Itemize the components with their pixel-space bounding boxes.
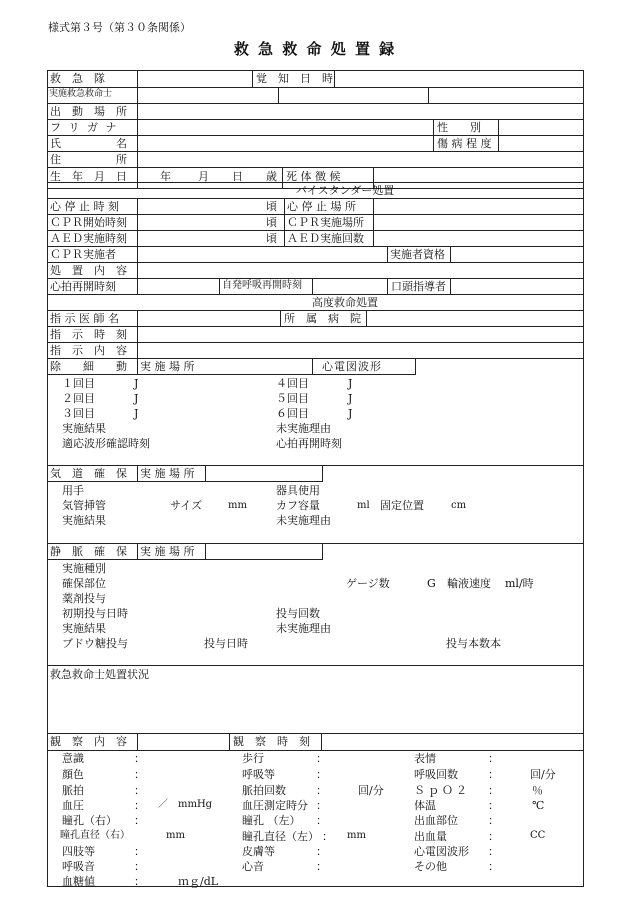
defib-round-2-unit: J (134, 392, 139, 405)
label-shobyo-teido: 傷 病 程 度 (437, 137, 492, 150)
obs-shukketsu-ryo-sep: ： (488, 830, 499, 843)
obs-taion-sep: ： (488, 799, 499, 812)
label-kyukyu-tai: 救 急 隊 (50, 72, 105, 85)
label-yogu: 用手 (62, 484, 84, 497)
obs-ketsuatsu: 血圧 (62, 799, 84, 812)
label-cpr-basho: ＣＰＲ実施場所 (287, 216, 364, 229)
obs-taion-unit: ℃ (532, 799, 545, 812)
label-cpr-kaishi: ＣＰＲ開始時刻 (50, 216, 127, 229)
obs-dokou-chokkei-hidari-sep: ： (322, 830, 333, 843)
unit-ml: ml (357, 500, 370, 511)
koro-3: 頃 (266, 232, 277, 245)
label-cpr-jisshisha: ＣＰＲ実施者 (50, 248, 116, 261)
label-kigu-shiyo: 器具使用 (276, 484, 320, 497)
obs-shukketsu-bui: 出血部位 (414, 814, 458, 827)
obs-spo2-unit: ％ (532, 784, 543, 797)
obs-shukketsu-ryo-unit: CC (530, 830, 546, 841)
page-title: 救 急 救 命 処 置 録 (233, 40, 397, 58)
obs-ishiki: 意識 (62, 752, 84, 765)
label-toyo-nichiji: 投与日時 (204, 637, 248, 650)
obs-kokyu-kaisu-unit: 回/分 (530, 768, 556, 781)
label-shochi-naiyo: 処 置 内 容 (50, 264, 127, 277)
obs-hokou-sep: ： (316, 752, 327, 765)
label-defib-shinpaku: 心拍再開時刻 (276, 437, 342, 450)
label-furigana: フ リ ガ ナ (50, 121, 119, 134)
label-toyo-honsu: 投与本数本 (446, 637, 501, 650)
label-shozoku-byoin: 所 属 病 院 (284, 312, 361, 325)
obs-sonota: その他 (414, 860, 447, 873)
label-budoto: ブドウ糖投与 (62, 637, 128, 650)
label-kakuchi-nichiji: 覚 知 日 時 (256, 72, 333, 85)
obs-kokyu: 呼吸等 (242, 768, 275, 781)
defib-round-1: １回目 (62, 377, 95, 390)
label-yakuzai-toyo: 薬剤投与 (62, 592, 106, 605)
obs-kokyu-kaisu-sep: ： (488, 768, 499, 781)
obs-hifu-sep: ： (316, 845, 327, 858)
obs-myakuhaku-kaisu-unit: 回/分 (358, 784, 384, 797)
birth-month-unit: 月 (198, 170, 209, 183)
label-defib-kekka: 実施結果 (62, 422, 106, 435)
label-koto-shidosha: 口頭指導者 (391, 280, 446, 293)
unit-ml-ji: ml/時 (505, 577, 534, 590)
koro-1: 頃 (266, 200, 277, 213)
label-defib: 除 細 動 (50, 360, 127, 373)
obs-shukketsu-bui-sep: ： (488, 814, 499, 827)
label-iv: 静 脈 確 保 (50, 545, 127, 558)
label-jihatsu-kokyu: 自発呼吸再開時刻 (222, 280, 302, 291)
defib-round-5-unit: J (348, 392, 353, 405)
obs-spo2: ＳｐＯ２ (414, 784, 470, 797)
label-shitai-chokou: 死 体 徴 候 (286, 170, 341, 183)
defib-round-4: ４回目 (276, 377, 309, 390)
label-aed-jikoku: ＡＥＤ実施時刻 (50, 232, 127, 245)
label-obs-naiyo: 観 察 内 容 (50, 735, 127, 748)
obs-ketsuatsu-unit: ／ mmHg (158, 799, 213, 810)
obs-dokou-chokkei-migi-unit: mm (166, 830, 185, 841)
obs-spo2-sep: ： (488, 784, 499, 797)
label-airway: 気 道 確 保 (50, 467, 127, 480)
label-seibetsu: 性 別 (437, 121, 481, 134)
obs-hyojo: 表情 (414, 752, 436, 765)
advanced-header: 高度救命処置 (312, 296, 378, 309)
obs-shinon-sep: ： (316, 860, 327, 873)
obs-shindenzu: 心電図波形 (414, 845, 469, 858)
label-toyo-kaisu: 投与回数 (276, 607, 320, 620)
obs-kettochi-sep: ： (134, 875, 145, 888)
label-defib-mijisshi: 未実施理由 (276, 422, 331, 435)
obs-myakuhaku: 脈拍 (62, 784, 84, 797)
obs-kettochi-unit: ｍｇ/dL (178, 875, 219, 888)
obs-kokyuon-sep: ： (134, 860, 145, 873)
label-kotei-ichi: 固定位置 (380, 499, 424, 512)
label-iv-mijisshi: 未実施理由 (276, 622, 331, 635)
label-cuff: カフ容量 (276, 499, 320, 512)
obs-dokou-migi-sep: ： (134, 814, 145, 827)
obs-shukketsu-ryo: 出血量 (414, 830, 447, 843)
obs-kokyu-kaisu: 呼吸回数 (414, 768, 458, 781)
defib-round-2: ２回目 (62, 392, 95, 405)
label-shimei: 氏 名 (50, 137, 127, 150)
label-iv-kekka: 実施結果 (62, 622, 106, 635)
obs-hyojo-sep: ： (488, 752, 499, 765)
defib-round-4-unit: J (348, 377, 353, 390)
label-seinengappi: 生 年 月 日 (50, 170, 127, 183)
label-jisshi-shubetsu: 実施種別 (62, 562, 106, 575)
defib-round-5: ５回目 (276, 392, 309, 405)
label-treatment-status: 救急救命士処置状況 (50, 668, 149, 681)
obs-ketsuatsu-sep: ： (134, 799, 145, 812)
label-shinteishi-jikoku: 心 停 止 時 刻 (50, 200, 119, 213)
obs-kokyuon: 呼吸音 (62, 860, 95, 873)
defib-round-3: ３回目 (62, 407, 95, 420)
unit-cm: cm (451, 500, 467, 511)
obs-myakuhaku-kaisu: 脈拍回数 (242, 784, 286, 797)
obs-kokyu-sep: ： (316, 768, 327, 781)
label-airway-mijisshi: 未実施理由 (276, 514, 331, 527)
obs-ishiki-sep: ： (134, 752, 145, 765)
birth-day-unit: 日 (232, 170, 243, 183)
form-number: 様式第３号（第３０条関係） (48, 21, 191, 34)
unit-gauge: G (427, 577, 436, 590)
label-defib-basho: 実 施 場 所 (140, 360, 195, 373)
obs-dokou-chokkei-hidari-unit: mm (347, 830, 366, 841)
label-shinpaku-saikai: 心拍再開時刻 (50, 280, 116, 293)
obs-shishi: 四肢等 (62, 845, 95, 858)
label-yueki-sokudo: 輸液速度 (447, 577, 491, 590)
obs-dokou-chokkei-migi: 瞳孔直径（右） (60, 830, 130, 841)
label-obs-jikoku: 観 察 時 刻 (233, 735, 310, 748)
label-tekio-hakei: 適応波形確認時刻 (62, 437, 150, 450)
label-jisshisha-shikaku: 実施者資格 (390, 248, 445, 261)
defib-round-3-unit: J (134, 407, 139, 420)
obs-sonota-sep: ： (488, 860, 499, 873)
obs-dokou-chokkei-hidari: 瞳孔直径（左） (242, 830, 319, 843)
label-jisshi-kyumeishi: 実施救急救命士 (49, 89, 113, 99)
defib-round-6-unit: J (348, 407, 353, 420)
obs-shindenzu-sep: ： (488, 845, 499, 858)
obs-hokou: 歩行 (242, 752, 264, 765)
label-shutsudo-basho: 出 動 場 所 (50, 105, 127, 118)
obs-dokou-hidari-sep: ： (316, 814, 327, 827)
label-aed-kaisu: ＡＥＤ実施回数 (287, 232, 364, 245)
obs-ketsuatsu-jifun-sep: ： (316, 799, 327, 812)
label-airway-basho: 実 施 場 所 (140, 467, 195, 480)
obs-hifu: 皮膚等 (242, 845, 275, 858)
label-airway-kekka: 実施結果 (62, 514, 106, 527)
label-shoki-toyo: 初期投与日時 (62, 607, 128, 620)
label-kakuho-bui: 確保部位 (62, 577, 106, 590)
label-kikan-sokan: 気管挿管 (62, 499, 106, 512)
age-unit: 歳 (266, 170, 277, 183)
obs-shinon: 心音 (242, 860, 264, 873)
defib-round-6: ６回目 (276, 407, 309, 420)
birth-year-unit: 年 (160, 170, 171, 183)
label-size: サイズ (170, 499, 203, 512)
koro-2: 頃 (266, 216, 277, 229)
label-shiji-jikoku: 指 示 時 刻 (50, 328, 127, 341)
obs-ketsuatsu-jifun: 血圧測定時分 (242, 799, 308, 812)
label-shinteishi-basho: 心 停 止 場 所 (287, 200, 356, 213)
obs-taion: 体温 (414, 799, 436, 812)
label-shiji-naiyo: 指 示 内 容 (50, 344, 127, 357)
obs-myakuhaku-sep: ： (134, 784, 145, 797)
obs-dokou-hidari: 瞳孔 （左） (242, 814, 301, 827)
obs-ganshoku: 顔色 (62, 768, 84, 781)
label-ecg-waveform: 心電図波形 (322, 360, 382, 373)
obs-myakuhaku-kaisu-sep: ： (316, 784, 327, 797)
unit-mm: mm (228, 500, 247, 511)
label-iv-basho: 実 施 場 所 (140, 545, 195, 558)
label-gauge: ゲージ数 (346, 577, 390, 590)
label-shiji-ishi: 指 示 医 師 名 (50, 312, 119, 325)
obs-kettochi: 血糖値 (62, 875, 95, 888)
obs-ganshoku-sep: ： (134, 768, 145, 781)
defib-round-1-unit: J (134, 377, 139, 390)
bystander-header: バイスタンダー処置 (295, 184, 395, 197)
obs-dokou-migi: 瞳孔（右） (62, 814, 117, 827)
label-jusho: 住 所 (50, 153, 127, 166)
obs-shishi-sep: ： (134, 845, 145, 858)
